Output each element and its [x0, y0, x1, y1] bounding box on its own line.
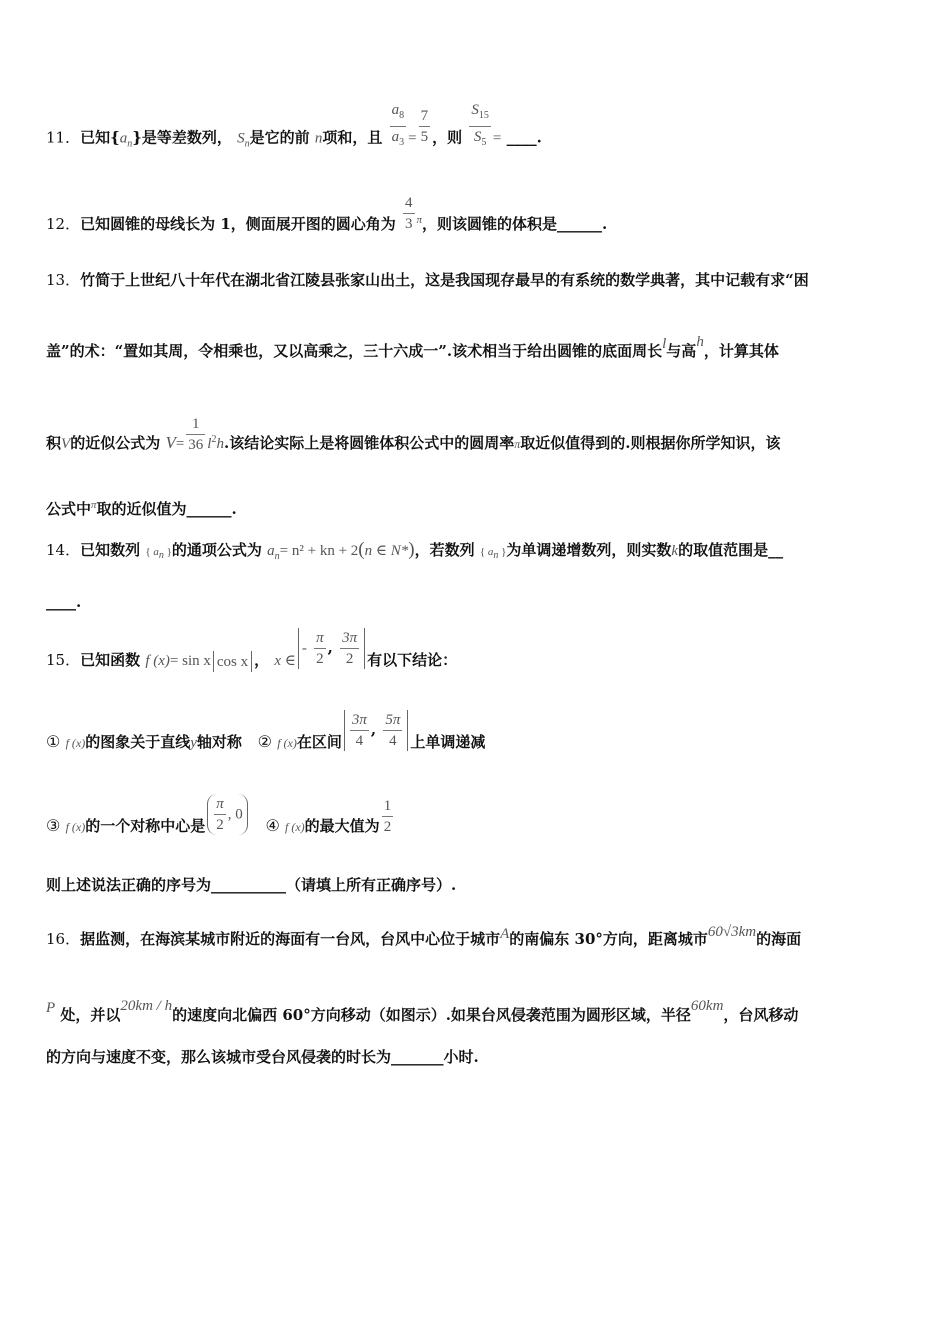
q15-fx-3: f (x): [65, 820, 86, 834]
q13-text-3c: .该结论实际上是将圆锥体积公式中的圆周率: [223, 434, 515, 452]
q14-seq-brace-1: { $a_n$ }: [145, 546, 172, 562]
q11-sub-n: n: [127, 138, 133, 150]
q14-text-5: 的取值范围是__: [678, 541, 784, 559]
q16-speed: 20km / h: [120, 998, 173, 1014]
q13-line-2: [46, 332, 910, 361]
q15-fx: f (x): [145, 653, 170, 669]
q15-one-half: $\frac{1}{2}$: [383, 797, 392, 835]
q15-c1-text: 的图象关于直线: [85, 733, 191, 751]
q11-answer-blank[interactable]: ____: [506, 128, 537, 147]
q15-option-4: ④: [265, 816, 280, 835]
q13-line-3: [46, 415, 910, 455]
q14-seq-brace-2: { $a_n$ }: [479, 546, 507, 562]
q16-text-2b: 的速度向北偏西 60°方向移动（如图示）.如果台风侵袭范围为圆形区域，半径: [172, 1006, 691, 1024]
q15-option-1: ①: [46, 732, 61, 751]
q12-text-2: ，则该圆锥的体积是: [422, 215, 558, 233]
q11-eq2: =: [492, 130, 502, 147]
q15-line-4: [46, 875, 910, 895]
q12-text-1: 已知圆锥的母线长为 1，侧面展开图的圆心角为: [80, 215, 396, 233]
q11-text-2: }是等差数列，: [132, 128, 232, 147]
q11-text-1: 已知{: [80, 128, 120, 147]
q13-l: l: [662, 336, 667, 352]
q15-interval-2: $\frac{3\pi}{4}$ , $\frac{5\pi}{4}$: [344, 710, 408, 751]
q11-text-4: 项和，且: [322, 128, 383, 147]
q15-text-2: 有以下结论：: [367, 651, 458, 669]
q11-text-3: 是它的前: [249, 128, 310, 147]
q14-a-sub: n: [274, 551, 280, 562]
q14-a: a: [267, 543, 275, 559]
q13-l-sq: l: [207, 436, 212, 452]
q15-conclusion: 则上述说法正确的序号为: [46, 876, 212, 894]
q15-c3-text: 的一个对称中心是: [85, 817, 206, 835]
q14-text-3: ，若数列: [414, 541, 475, 559]
q11-ratio-a: $\frac{a_8}{a_3}$: [391, 102, 405, 148]
q15-number: 15．: [46, 651, 81, 669]
q13-one-over-36: $\frac{1}{36}$: [188, 415, 204, 453]
q15-x-in: x ∈: [274, 653, 296, 669]
q11-end: .: [536, 128, 542, 147]
q13-V: V: [61, 436, 71, 452]
q16-distance: 60√3km: [707, 924, 757, 940]
q12-number: 12．: [46, 215, 81, 233]
q11-S: S: [237, 130, 245, 147]
q11-text-5: ，则: [432, 128, 463, 147]
q13-pi-2: π: [91, 499, 97, 511]
q16-radius: 60km: [690, 998, 724, 1014]
q16-line-1: [46, 922, 910, 949]
q13-V-formula: V: [165, 433, 176, 452]
q15-y: y: [190, 735, 197, 751]
q15-line-2: [46, 711, 910, 753]
q16-number: 16．: [46, 930, 81, 948]
q13-text-2b: 与高: [666, 342, 697, 360]
q15-text-1: 已知函数: [80, 651, 141, 669]
q13-text-3a: 积: [46, 434, 62, 452]
q13-h: h: [696, 334, 704, 350]
q14-number: 14．: [46, 541, 81, 559]
q13-square: 2: [211, 434, 217, 445]
q16-P: P: [46, 1000, 56, 1016]
q15-c4-text: 的最大值为: [304, 817, 380, 835]
q13-line-4: [46, 495, 910, 519]
q13-text-3d: 取近似值得到的.则根据你所学知识，该: [520, 434, 781, 452]
q16-answer-blank[interactable]: _______: [391, 1048, 444, 1066]
q15-c2-text: 在区间: [296, 733, 342, 751]
q14-line-2: [46, 592, 910, 612]
q15-fx-2: f (x): [277, 736, 297, 750]
q15-fx-4: f (x): [285, 820, 305, 834]
q15-line-3: [46, 795, 910, 837]
q13-answer-blank[interactable]: ______: [186, 500, 232, 518]
q16-line-3: [46, 1047, 910, 1067]
q11-line: [46, 102, 910, 155]
q16-text-1b: 的南偏东 30°方向，距离城市: [509, 930, 708, 948]
q15-abs-cos: cos x: [213, 651, 252, 672]
q14-line-1: [46, 540, 910, 567]
q14-text-1: 已知数列: [80, 541, 141, 559]
q15-line-1: [46, 629, 910, 672]
q16-text-2a: 处，并以: [60, 1006, 121, 1024]
q15-option-2: ②: [257, 732, 272, 751]
q16-text-2c: ，台风移动: [723, 1006, 799, 1024]
q15-center-point: $\frac{\pi}{2}$ , 0: [207, 794, 248, 835]
q13-text-4b: 取的近似值为: [96, 500, 187, 518]
q13-pi: π: [514, 437, 521, 451]
q16-A: A: [500, 926, 510, 942]
q13-text-2a: 盖”的术：“置如其周，令相乘也，又以高乘之，三十六成一”.该术相当于给出圆锥的底面周长: [46, 342, 663, 360]
q12-answer-blank[interactable]: ______: [557, 215, 603, 233]
q15-formula: = sin x: [169, 653, 211, 669]
q11-ratio-s: $\frac{S_{15}}{S_5}$: [471, 102, 489, 148]
q15-c1-text-2: 轴对称: [196, 733, 242, 751]
q11-S-sub: n: [244, 138, 250, 150]
q15-fx-1: f (x): [65, 736, 86, 750]
q15-hint: （请填上所有正确序号）.: [286, 876, 457, 894]
q14-condition: (n ∈ N*): [358, 539, 415, 560]
q14-text-4: 为单调递增数列，则实数: [506, 541, 672, 559]
q13-h-formula: h: [216, 436, 224, 452]
q16-line-2: [46, 996, 910, 1025]
q13-text-4a: 公式中: [46, 500, 92, 518]
q16-text-3b: 小时.: [443, 1048, 479, 1066]
q12-angle-fraction: $\frac{4}{3}$: [405, 194, 413, 232]
q13-text-2c: ，计算其体: [703, 342, 779, 360]
q14-formula: = n² + kn + 2: [279, 543, 359, 559]
q11-number: 11．: [46, 128, 81, 147]
q15-interval: - $\frac{\pi}{2}$ , $\frac{3\pi}{2}$: [298, 628, 365, 669]
q13-number: 13．: [46, 271, 81, 289]
q11-a: a: [119, 130, 128, 147]
q13-text-1: 竹简于上世纪八十年代在湖北省江陵县张家山出土，这是我国现存最早的有系统的数学典著，其中记载有求“困: [80, 271, 809, 289]
q11-eq: =: [408, 130, 417, 147]
q13-eq: =: [175, 436, 185, 452]
q15-comma: ，: [254, 651, 270, 669]
q16-text-3a: 的方向与速度不变，那么该城市受台风侵袭的时长为: [46, 1048, 392, 1066]
q13-text-3b: 的近似公式为: [70, 434, 161, 452]
q15-option-3: ③: [46, 816, 61, 835]
q15-answer-blank[interactable]: __________: [211, 876, 287, 894]
q12-line: [46, 194, 910, 234]
q11-n: n: [314, 130, 323, 147]
q14-answer-blank[interactable]: ____.: [46, 593, 82, 611]
q16-text-1a: 据监测，在海滨某城市附近的海面有一台风，台风中心位于城市: [80, 930, 501, 948]
q16-text-1c: 的海面: [756, 930, 802, 948]
q12-end: .: [602, 215, 608, 233]
q13-end: .: [231, 500, 237, 518]
q14-k: k: [671, 543, 679, 559]
q14-text-2: 的通项公式为: [171, 541, 262, 559]
q11-seven-fifths: $\frac{7}{5}$: [420, 108, 429, 145]
q12-pi: π: [416, 214, 423, 226]
q15-c2-text-2: 上单调递减: [410, 733, 486, 751]
q13-line-1: [46, 270, 910, 290]
